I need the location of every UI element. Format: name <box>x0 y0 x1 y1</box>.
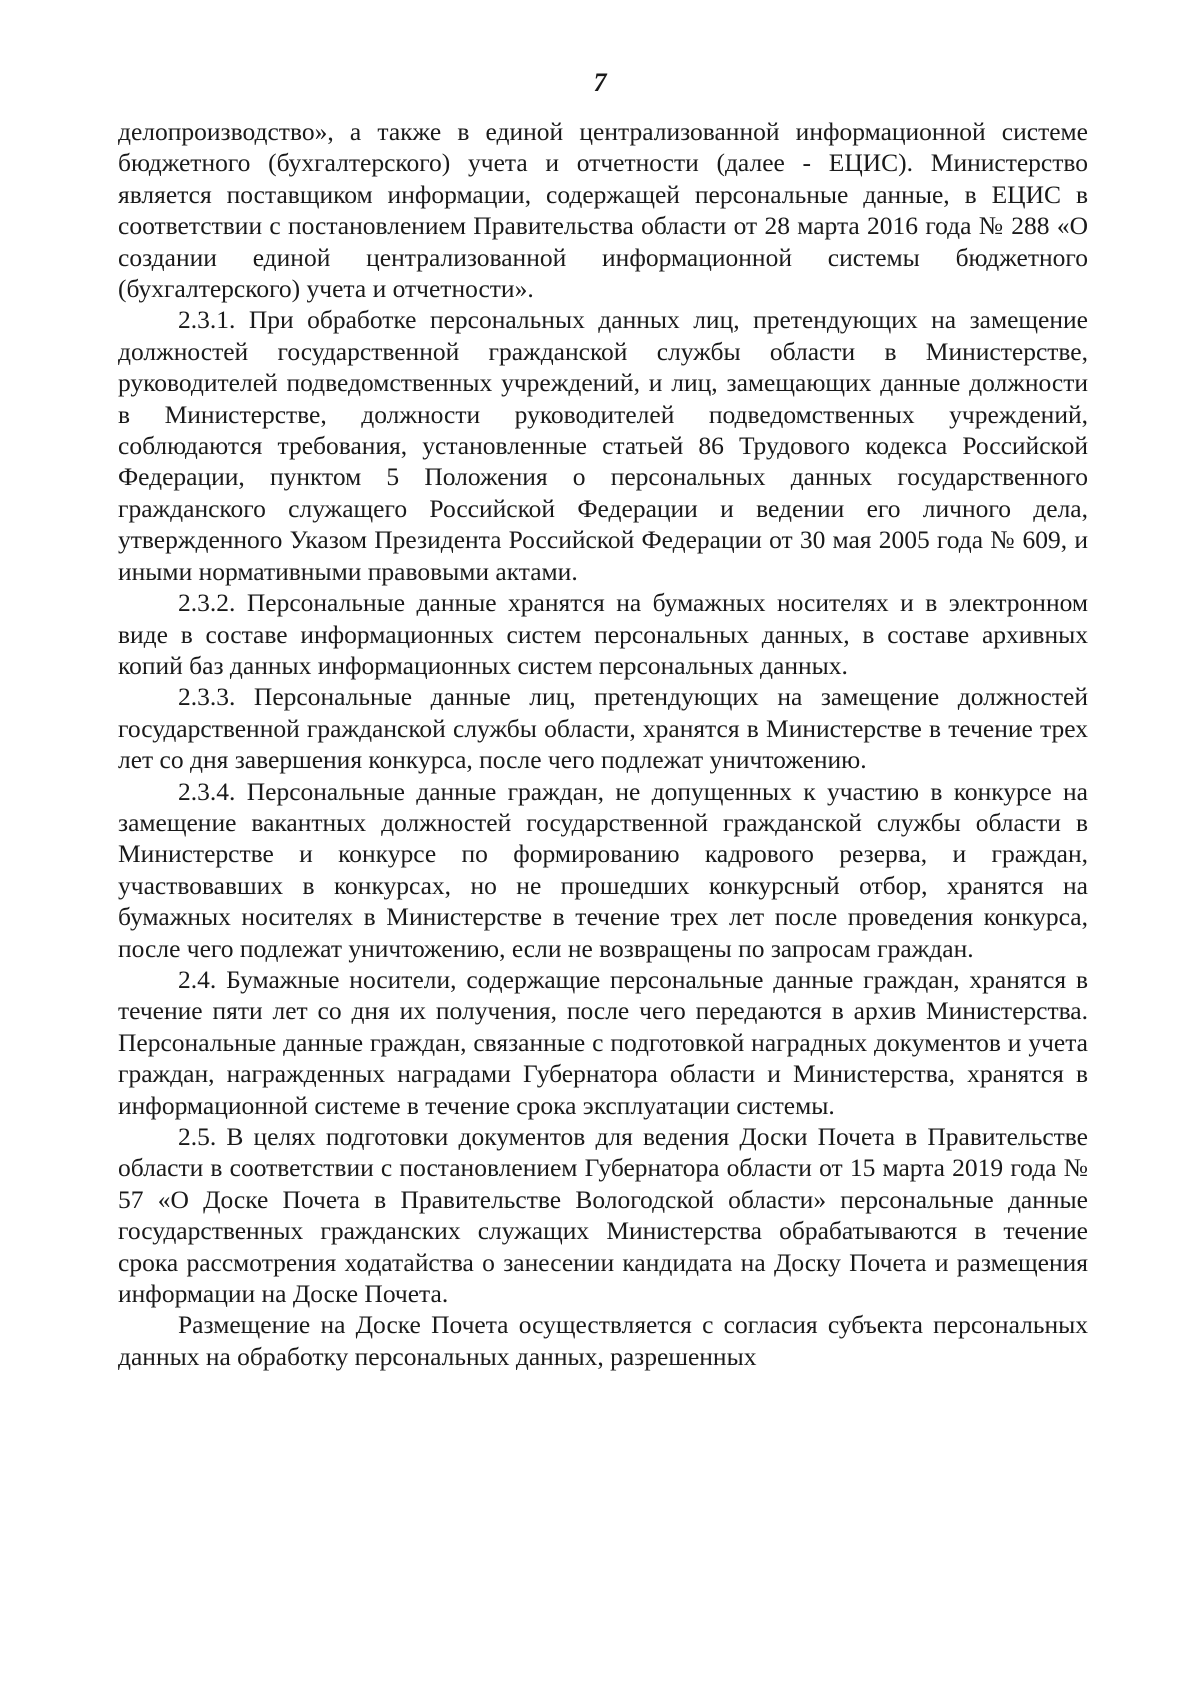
page-number: 7 <box>593 68 607 97</box>
document-body <box>118 116 1088 1372</box>
paragraph-2-3-2: 2.3.2. Персональные данные хранятся на бумажных носителях и в электронном виде в составе информационных систем персональных данных, в составе архивных копий баз данных информационных систем персональных данных. <box>118 588 1088 680</box>
paragraph-2-3-3: 2.3.3. Персональные данные лиц, претендующих на замещение должностей государственной гражданской службы области, хранятся в Министерстве в течение трех лет со дня завершения конкурса, после чего подлежат уничтожению. <box>118 682 1088 775</box>
paragraph-2-3-4: 2.3.4. Персональные данные граждан, не допущенных к участию в конкурсе на замещение вакантных должностей государственной гражданской службы области в Министерстве и конкурсе по формированию кадрового резерва, и граждан, участвовавших в конкурсах, но не прошедших конкурсный отбор, хранятся на бумажных носителях в Министерстве в течение трех лет после проведения конкурса, после чего подлежат уничтожению, если не возвращены по запросам граждан. <box>118 776 1088 963</box>
paragraph-placement: Размещение на Доске Почета осуществляется с согласия субъекта персональных данных на обработку персональных данных, разрешенных <box>118 1310 1088 1371</box>
paragraph-2-5: 2.5. В целях подготовки документов для ведения Доски Почета в Правительстве области в соответствии с постановлением Губернатора области от 15 марта 2019 года № 57 «О Доске Почета в Правительстве Вологодской области» персональные данные государственных гражданских служащих Министерства обрабатываются в течение срока рассмотрения ходатайства о занесении кандидата на Доску Почета и размещения информации на Доске Почета. <box>118 1122 1088 1309</box>
paragraph-2-3-1: 2.3.1. При обработке персональных данных лиц, претендующих на замещение должностей государственной гражданской службы области в Министерстве, руководителей подведомственных учреждений, и лиц, замещающих данные должности в Министерстве, должности руководителей подведомственных учреждений, соблюдаются требования, установленные статьей 86 Трудового кодекса Российской Федерации, пунктом 5 Положения о персональных данных государственного гражданского служащего Российской Федерации и ведении его личного дела, утвержденного Указом Президента Российской Федерации от 30 мая 2005 года № 609, и иными нормативными правовыми актами. <box>118 305 1088 586</box>
paragraph-continuation: делопроизводство», а также в единой централизованной информационной системе бюджетного (бухгалтерского) учета и отчетности (далее - ЕЦИС). Министерство является поставщиком информации, содержащей персональные данные, в ЕЦИС в соответствии с постановлением Правительства области от 28 марта 2016 года № 288 «О создании единой централизованной информационной системы бюджетного (бухгалтерского) учета и отчетности». <box>118 117 1088 304</box>
paragraph-2-4: 2.4. Бумажные носители, содержащие персональные данные граждан, хранятся в течение пяти лет со дня их получения, после чего передаются в архив Министерства. Персональные данные граждан, связанные с подготовкой наградных документов и учета граждан, награжденных наградами Губернатора области и Министерства, хранятся в информационной системе в течение срока эксплуатации системы. <box>118 964 1088 1120</box>
